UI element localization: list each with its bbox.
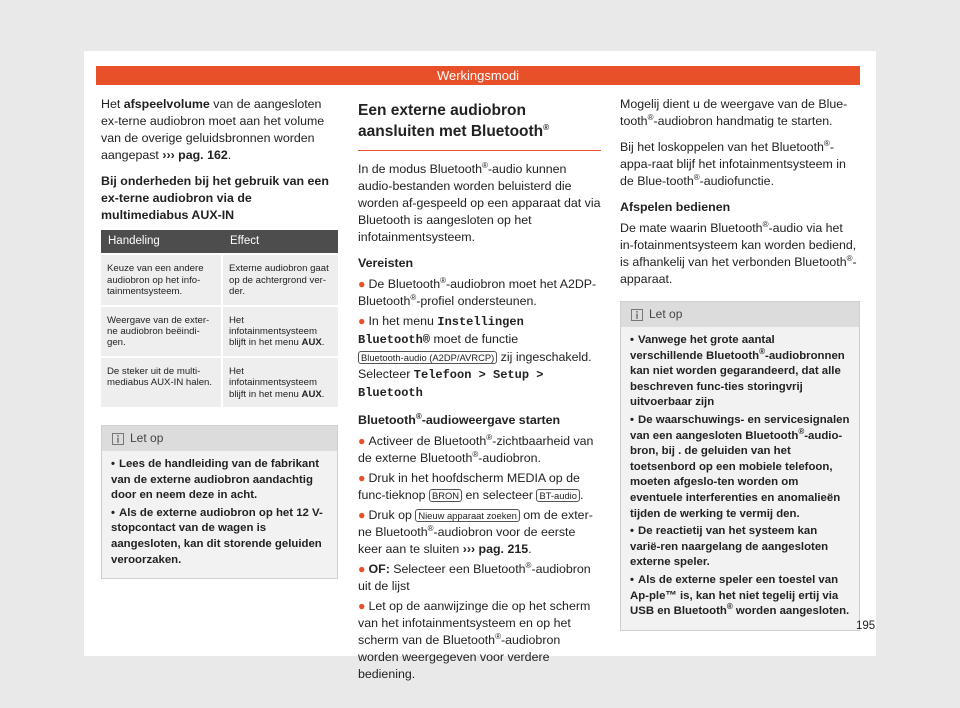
table-cell-effect: Het infotainmentsysteem blijft in het menu AUX. bbox=[223, 305, 338, 356]
page-reference-link[interactable]: ››› pag. 215 bbox=[462, 542, 529, 556]
disconnect-paragraph: Bij het loskoppelen van het Bluetooth®-appa-raat blijf het infotainmentsysteem in de Blue-tooth®-audiofunctie. bbox=[620, 138, 846, 188]
requirement-item: ● In het menu Instellingen Bluetooth® moet de functie Bluetooth-audio (A2DP/AVRCP) zij ingeschakeld. Selecteer Telefoon > Setup > Bluetooth bbox=[358, 314, 592, 400]
note-box bbox=[101, 425, 338, 579]
playback-paragraph: De mate waarin Bluetooth®-audio via het in-fotainmentsysteem kan worden bediend, is afhankelij van het verbonden Bluetooth®-apparaat. bbox=[620, 219, 857, 286]
note-title: Let op bbox=[649, 307, 683, 321]
section-title: Een externe audiobron aansluiten met Bluetooth® bbox=[358, 100, 601, 151]
step-item: ● Druk op Nieuw apparaat zoeken om de exter-ne Bluetooth®-audiobron voor de eerste keer aan te sluiten ››› pag. 215. bbox=[358, 508, 593, 556]
section-banner: Werkingsmodi bbox=[96, 66, 860, 85]
table-row bbox=[101, 253, 338, 304]
note-body bbox=[621, 327, 859, 630]
step-item: ● OF: Selecteer een Bluetooth®-audiobron uit de lijst bbox=[358, 560, 591, 593]
note-item: • Als de externe audiobron op het 12 V-stopcontact van de wagen is aangesloten, kan dit storende geluiden veroorzaken. bbox=[111, 506, 328, 568]
table-row bbox=[101, 356, 338, 407]
note-header bbox=[621, 302, 859, 327]
volume-paragraph: Het afspeelvolume van de aangesloten ex-terne audiobron moet aan het volume van de overige geluidsbronnen worden aangepast ››› pag. 162. bbox=[101, 97, 325, 162]
step-item: ● Let op de aanwijzinge die op het scherm van het infotainmentsysteem en op het scherm van de Bluetooth®-audiobron worden weergegeven voor verdere bediening. bbox=[358, 599, 591, 681]
menu-path: Telefoon > Setup > Bluetooth bbox=[358, 368, 544, 400]
info-icon bbox=[112, 433, 124, 445]
table-row bbox=[101, 305, 338, 356]
bt-audio-button[interactable]: BT-audio bbox=[536, 489, 580, 502]
column-right bbox=[620, 96, 860, 631]
requirements-heading: Vereisten bbox=[358, 256, 414, 270]
page-number: 195 bbox=[856, 620, 876, 632]
note-item: • De reactietij van het systeem kan varië-ren naargelang de aangesloten externe speler. bbox=[630, 524, 850, 571]
table-cell-effect: Externe audiobron gaat op de achtergrond ver-der. bbox=[223, 253, 338, 304]
note-title: Let op bbox=[130, 431, 164, 446]
table-cell-action: De steker uit de multi-mediabus AUX-IN halen. bbox=[101, 356, 223, 407]
note-header bbox=[102, 426, 337, 451]
step-item: ● Druk in het hoofdscherm MEDIA op de func-tieknop BRON en selecteer BT-audio . bbox=[358, 471, 584, 502]
start-heading: Bluetooth®-audioweergave starten bbox=[358, 411, 561, 427]
menu-path: Instellingen Bluetooth® bbox=[358, 315, 524, 347]
table-header-effect: Effect bbox=[223, 230, 338, 253]
note-body bbox=[102, 451, 337, 578]
note-item: • Lees de handleiding van de fabrikant van de externe audiobron aandachtig door en neem deze in acht. bbox=[111, 457, 328, 504]
table-cell-action: Weergave van de exter-ne audiobron beëindi-gen. bbox=[101, 305, 223, 356]
page-reference-link[interactable]: ››› pag. 162 bbox=[162, 148, 228, 162]
new-device-search-button[interactable]: Nieuw apparaat zoeken bbox=[415, 509, 520, 522]
table-header-action: Handeling bbox=[101, 230, 223, 253]
bluetooth-audio-function-button[interactable]: Bluetooth-audio (A2DP/AVRCP) bbox=[358, 351, 497, 364]
note-item: • De waarschuwings- en servicesignalen van een aangesloten Bluetooth®-audio-bron, bij . de geluiden van het toetsenbord op een mobiele telefoon, moeten afgeslo-ten worden om eventuele interferenties en anomalieën tijden de werking te vermij den. bbox=[630, 413, 850, 522]
column-left bbox=[101, 96, 338, 579]
aux-heading: Bij onderheden bij het gebruik van een ex-terne audiobron via de multimediabus AUX-IN bbox=[101, 174, 329, 222]
intro-paragraph: In de modus Bluetooth®-audio kunnen audio-bestanden worden beluisterd die worden af-gespeeld op een apparaat dat via Bluetooth is aangesloten op het infotainmentsysteem. bbox=[358, 160, 601, 244]
playback-heading: Afspelen bedienen bbox=[620, 200, 731, 214]
aux-table bbox=[101, 230, 338, 407]
manual-start-paragraph: Mogelij dient u de weergave van de Blue-tooth®-audiobron handmatig te starten. bbox=[620, 97, 848, 128]
bron-button[interactable]: BRON bbox=[429, 489, 462, 502]
column-middle bbox=[358, 100, 601, 683]
note-item: • Als de externe speler een toestel van Ap-ple™ is, kan het niet tegelij ertij via USB en Bluetooth® worden aangesloten. bbox=[630, 573, 850, 620]
info-icon bbox=[631, 309, 643, 321]
table-cell-action: Keuze van een andere audiobron op het info-tainmentsysteem. bbox=[101, 253, 223, 304]
note-box bbox=[620, 301, 860, 631]
step-item: ● Activeer de Bluetooth®-zichtbaarheid van de externe Bluetooth®-audiobron. bbox=[358, 432, 594, 465]
requirement-item: ● De Bluetooth®-audiobron moet het A2DP-Bluetooth®-profiel ondersteunen. bbox=[358, 275, 597, 308]
table-cell-effect: Het infotainmentsysteem blijft in het menu AUX. bbox=[223, 356, 338, 407]
note-item: • Vanwege het grote aantal verschillende Bluetooth®-audiobronnen kan niet worden gegarandeerd, dat alle beschreven func-ties storingvrij uitvoerbaar zijn bbox=[630, 333, 850, 411]
